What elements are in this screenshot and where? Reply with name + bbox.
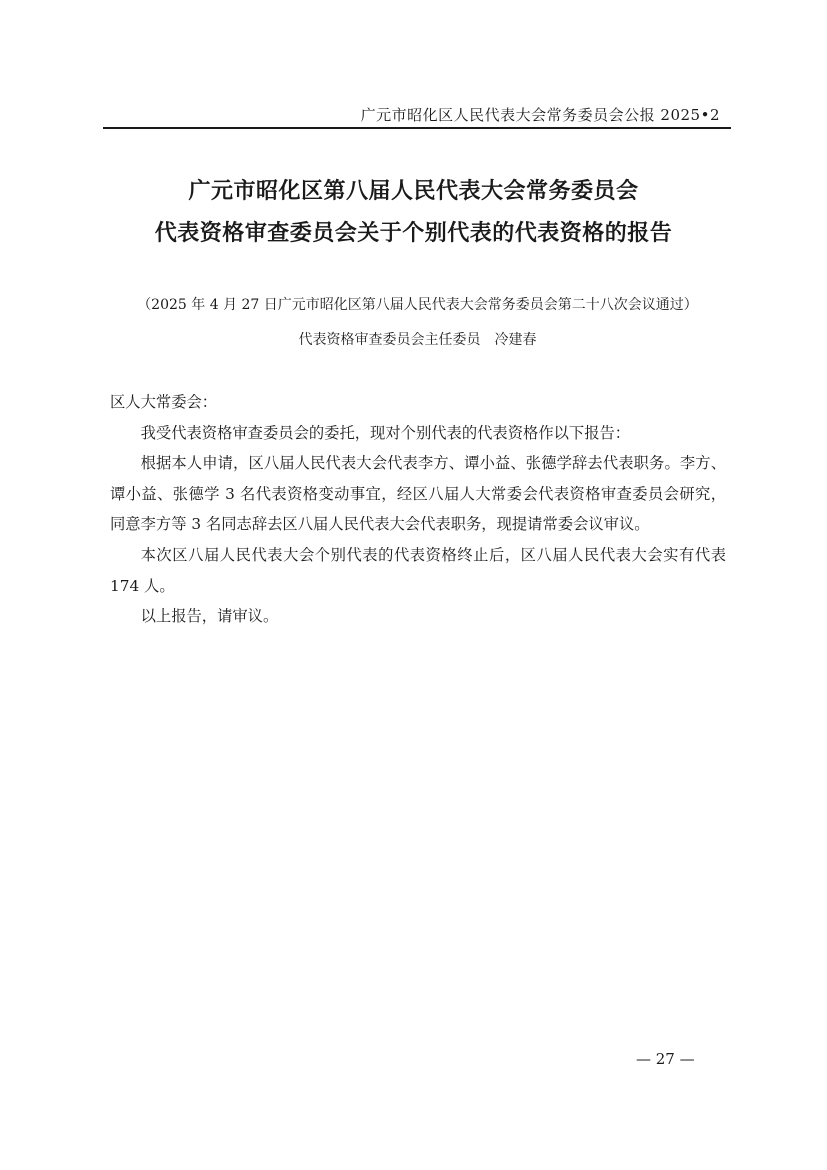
body-paragraph: 我受代表资格审查委员会的委托，现对个别代表的代表资格作以下报告： xyxy=(140,423,631,442)
document-title-line-2: 代表资格审查委员会关于个别代表的代表资格的报告 xyxy=(154,220,673,246)
body-paragraph: 以上报告，请审议。 xyxy=(140,607,279,626)
header-divider xyxy=(103,127,731,129)
report-body xyxy=(110,387,726,632)
salutation: 区人大常委会： xyxy=(110,393,218,411)
body-paragraph: 根据本人申请，区八届人民代表大会代表李方、谭小益、张德学辞去代表职务。李方、谭小益、张德学 3 名代表资格变动事宜，经区八届人大常委会代表资格审查委员会研究，同意李方等 3 名同志辞去区八届人民代表大会代表职务，现提请常委会议审议。 xyxy=(110,454,726,534)
publication-header: 广元市昭化区人民代表大会常务委员会公报 2025•2 xyxy=(360,106,720,124)
author-line: 代表资格审查委员会主任委员 冷建春 xyxy=(298,332,537,348)
session-note: （2025 年 4 月 27 日广元市昭化区第八届人民代表大会常务委员会第二十八次会议通过） xyxy=(137,297,698,313)
body-paragraph: 本次区八届人民代表大会个别代表的代表资格终止后，区八届人民代表大会实有代表 174 人。 xyxy=(110,545,726,595)
page-number: — 27 — xyxy=(636,1050,695,1068)
document-title-line-1: 广元市昭化区第八届人民代表大会常务委员会 xyxy=(188,178,639,204)
